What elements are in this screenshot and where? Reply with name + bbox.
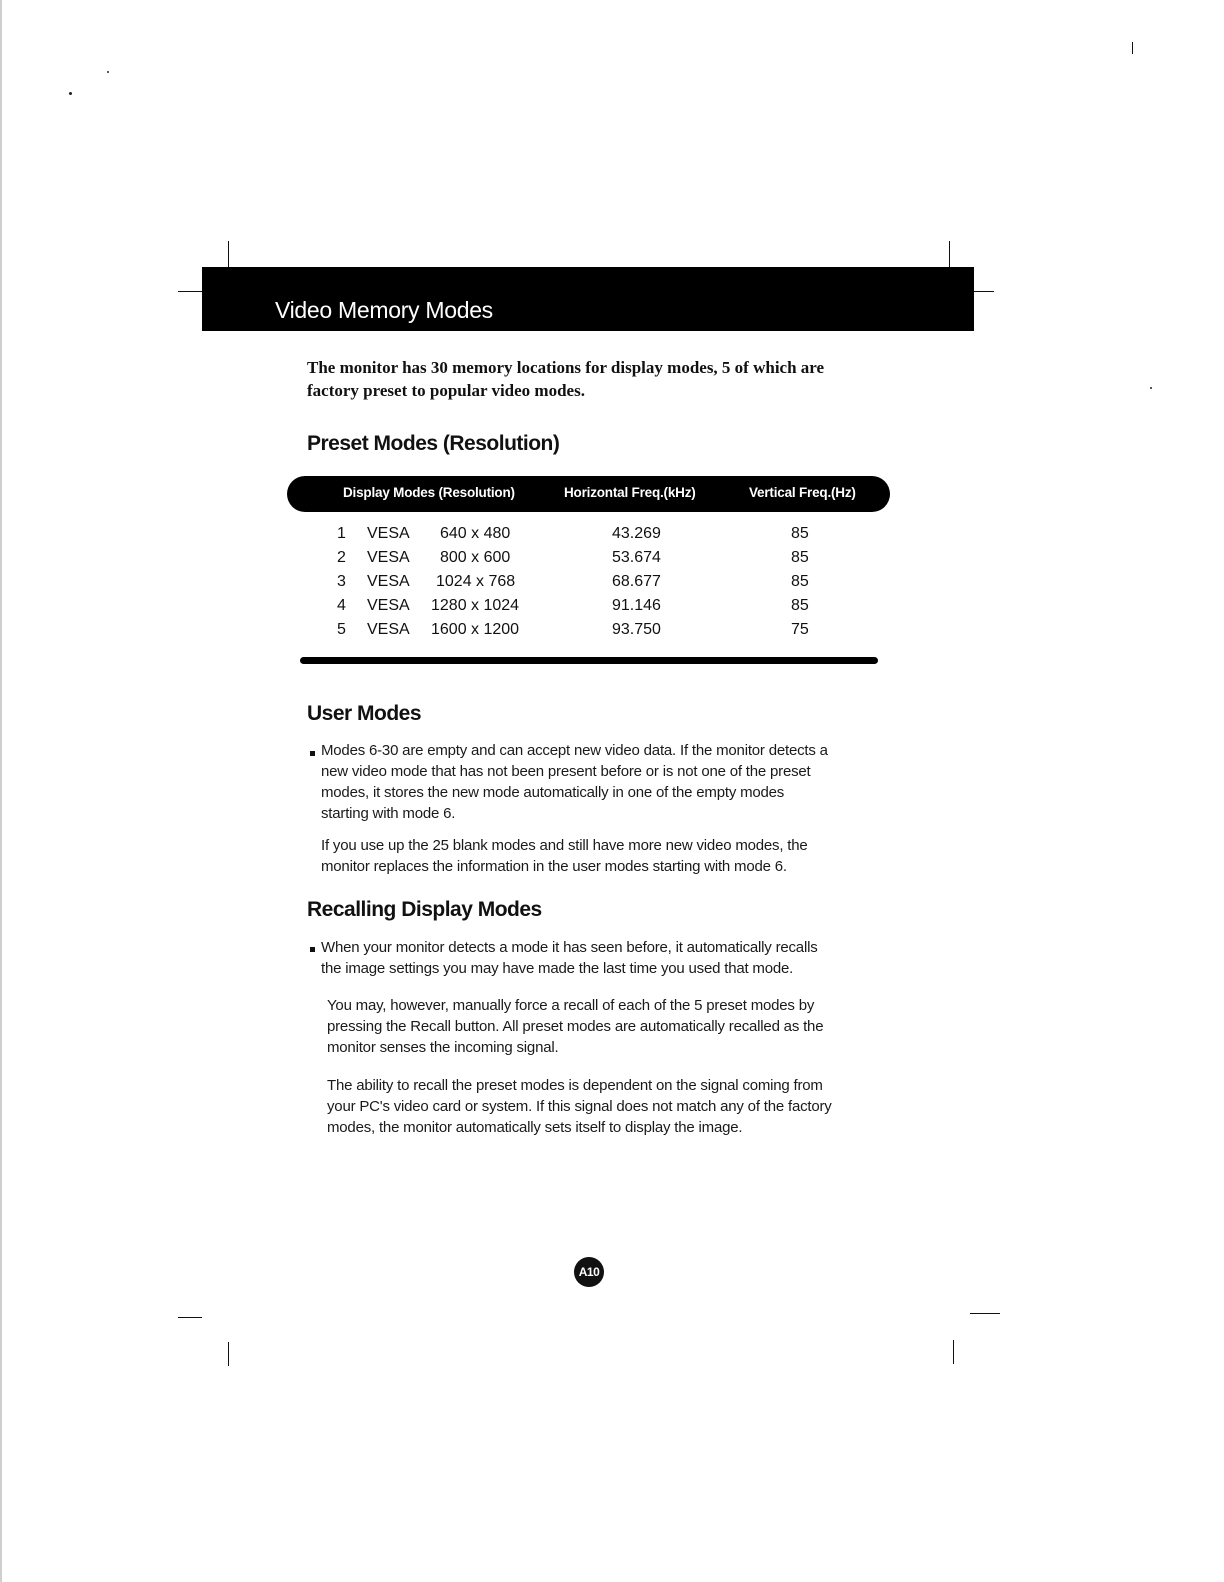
mode-resolution: 1280 x 1024 xyxy=(431,597,520,614)
intro-line: factory preset to popular video modes. xyxy=(307,381,585,400)
vertical-frequency: 85 xyxy=(791,525,809,542)
paragraph-line: When your monitor detects a mode it has seen before, it automatically recalls xyxy=(321,939,818,956)
horizontal-frequency: 43.269 xyxy=(612,525,661,542)
vertical-frequency: 85 xyxy=(791,597,809,614)
horizontal-frequency: 93.750 xyxy=(612,621,661,638)
crop-mark-bottom-left-vertical xyxy=(228,1342,229,1366)
crop-mark-top-right-horizontal xyxy=(974,291,994,292)
column-header-vertical-freq: Vertical Freq.(Hz) xyxy=(749,485,856,500)
scan-speck xyxy=(69,92,72,95)
vertical-frequency: 85 xyxy=(791,573,809,590)
paragraph-line: Modes 6-30 are empty and can accept new video data. If the monitor detects a xyxy=(321,742,828,759)
preset-table-header xyxy=(287,476,890,512)
paragraph-line: pressing the Recall button. All preset modes are automatically recalled as the xyxy=(327,1018,824,1035)
table-row xyxy=(0,621,1224,645)
crop-mark-bottom-right-vertical xyxy=(953,1340,954,1364)
table-row xyxy=(0,549,1224,573)
mode-resolution: 640 x 480 xyxy=(440,525,511,542)
horizontal-frequency: 68.677 xyxy=(612,573,661,590)
paragraph-line: new video mode that has not been present before or is not one of the preset xyxy=(321,763,811,780)
recalling-paragraph-1 xyxy=(321,937,881,979)
crop-mark-top-right-vertical xyxy=(949,241,950,267)
mode-resolution: 800 x 600 xyxy=(440,549,511,566)
preset-modes-heading: Preset Modes (Resolution) xyxy=(307,432,560,455)
user-modes-paragraph-2 xyxy=(321,835,881,877)
mode-standard: VESA xyxy=(367,621,410,638)
crop-mark-top-left-vertical xyxy=(228,241,229,267)
paragraph-line: If you use up the 25 blank modes and still have more new video modes, the xyxy=(321,837,808,854)
intro-paragraph xyxy=(307,356,867,402)
paragraph-line: modes, the monitor automatically sets itself to display the image. xyxy=(327,1119,743,1136)
vertical-frequency: 85 xyxy=(791,549,809,566)
recalling-display-modes-heading: Recalling Display Modes xyxy=(307,898,542,921)
crop-mark-top-left-horizontal xyxy=(178,291,202,292)
table-row xyxy=(0,597,1224,621)
section-header-bar xyxy=(202,267,974,331)
bullet-icon xyxy=(310,751,315,756)
paragraph-line: starting with mode 6. xyxy=(321,805,456,822)
mode-resolution: 1024 x 768 xyxy=(436,573,516,590)
scan-speck xyxy=(107,71,109,73)
horizontal-frequency: 53.674 xyxy=(612,549,661,566)
mode-number: 5 xyxy=(337,621,346,638)
paragraph-line: modes, it stores the new mode automatically in one of the empty modes xyxy=(321,784,785,801)
mode-number: 2 xyxy=(337,549,346,566)
column-header-horizontal-freq: Horizontal Freq.(kHz) xyxy=(564,485,696,500)
mode-number: 4 xyxy=(337,597,346,614)
user-modes-paragraph-1 xyxy=(321,740,881,824)
scan-speck xyxy=(1150,387,1152,389)
bullet-icon xyxy=(310,947,315,952)
paragraph-line: monitor senses the incoming signal. xyxy=(327,1039,559,1056)
crop-mark-bottom-left-horizontal xyxy=(178,1317,202,1318)
vertical-frequency: 75 xyxy=(791,621,809,638)
intro-line: The monitor has 30 memory locations for display modes, 5 of which are xyxy=(307,358,825,377)
mode-standard: VESA xyxy=(367,597,410,614)
mode-number: 1 xyxy=(337,525,346,542)
user-modes-heading: User Modes xyxy=(307,702,422,725)
paragraph-line: The ability to recall the preset modes is dependent on the signal coming from xyxy=(327,1077,823,1094)
mode-resolution: 1600 x 1200 xyxy=(431,621,520,638)
recalling-paragraph-3 xyxy=(327,1075,887,1138)
mode-standard: VESA xyxy=(367,573,410,590)
page-number-badge: A10 xyxy=(574,1257,604,1287)
mode-standard: VESA xyxy=(367,549,410,566)
column-header-display-modes: Display Modes (Resolution) xyxy=(343,485,515,500)
page-title: Video Memory Modes xyxy=(275,297,493,323)
mode-standard: VESA xyxy=(367,525,410,542)
table-row xyxy=(0,573,1224,597)
paragraph-line: the image settings you may have made the last time you used that mode. xyxy=(321,960,794,977)
crop-mark-bottom-right-horizontal xyxy=(970,1313,1000,1314)
horizontal-frequency: 91.146 xyxy=(612,597,661,614)
paragraph-line: You may, however, manually force a recall of each of the 5 preset modes by xyxy=(327,997,815,1014)
scan-page-edge xyxy=(0,0,2,1582)
mode-number: 3 xyxy=(337,573,346,590)
table-row xyxy=(0,525,1224,549)
crop-mark-top-corner xyxy=(1132,42,1133,54)
paragraph-line: monitor replaces the information in the user modes starting with mode 6. xyxy=(321,858,787,875)
recalling-paragraph-2 xyxy=(327,995,887,1058)
paragraph-line: your PC's video card or system. If this signal does not match any of the factory xyxy=(327,1098,832,1115)
table-bottom-rule xyxy=(300,657,878,664)
